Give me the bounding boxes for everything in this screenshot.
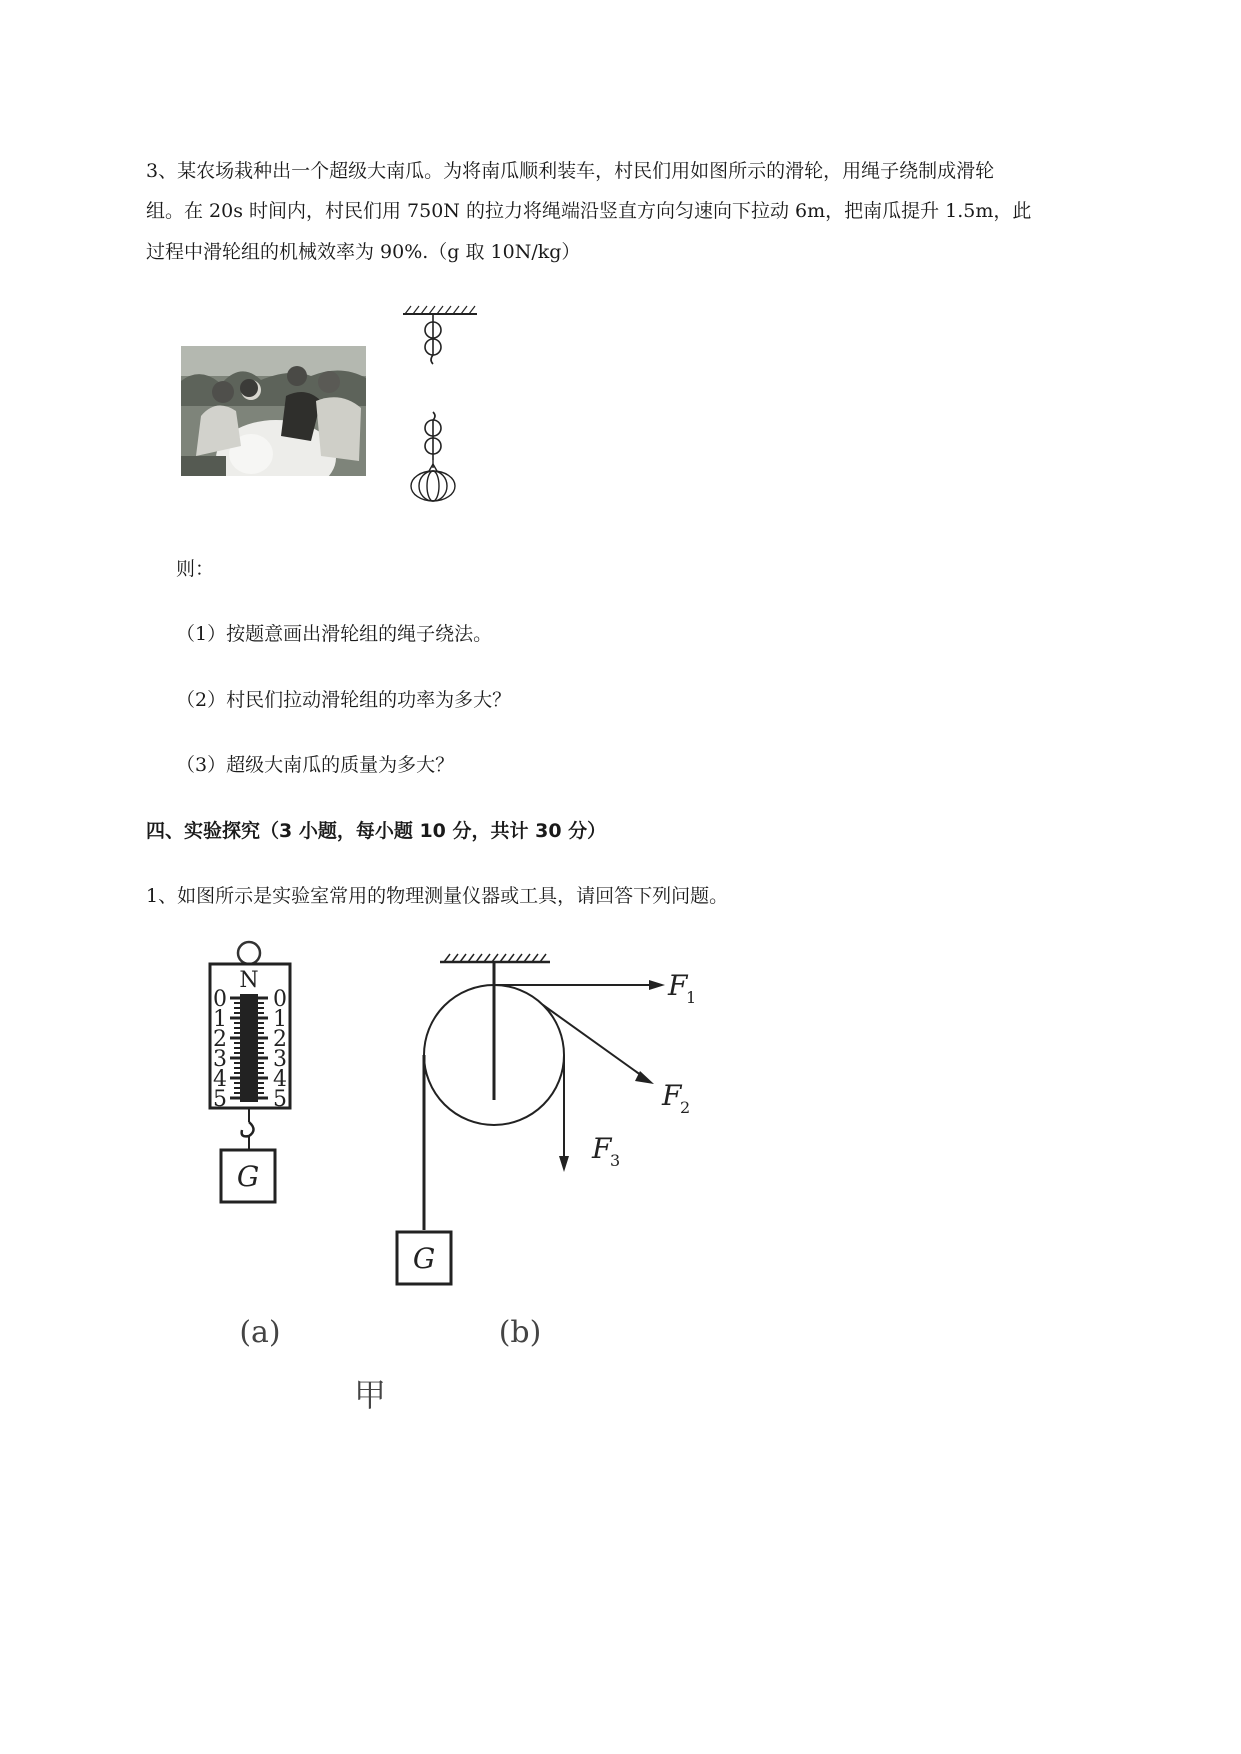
force-1-label: F [668, 969, 688, 1002]
section-4-question-1: 1、如图所示是实验室常用的物理测量仪器或工具，请回答下列问题。 [146, 885, 729, 907]
caption-b-wrap [480, 1310, 560, 1354]
scale-tick-label: 3 [273, 1047, 287, 1072]
problem-3-line-1: 3、某农场栽种出一个超级大南瓜。为将南瓜顺利装车，村民们用如图所示的滑轮，用绳子绕制成滑轮 [146, 160, 995, 182]
scale-tick-label: 4 [273, 1067, 287, 1092]
scale-ring [238, 942, 260, 964]
scale-labels-right [273, 987, 287, 1112]
weight-label-b: G [412, 1242, 436, 1275]
villagers-pumpkin-photo [181, 346, 366, 476]
force-3-label: F [592, 1132, 612, 1165]
scale-labels-left [213, 987, 227, 1112]
scale-tick-label: 1 [273, 1007, 287, 1032]
problem-3-line-3: 过程中滑轮组的机械效率为 90%.（g 取 10N/kg） [146, 241, 581, 263]
caption-b: (b) [498, 1315, 542, 1350]
weight-block-b-figure [393, 1228, 463, 1290]
scale-tick-label: 3 [213, 1047, 227, 1072]
scale-tick-label: 2 [273, 1027, 287, 1052]
problem-3-line-2: 组。在 20s 时间内，村民们用 750N 的拉力将绳端沿竖直方向匀速向下拉动 6m，把南瓜提升 1.5m，此 [146, 200, 1032, 222]
weight-label-a: G [236, 1160, 260, 1193]
pulley-system-figure [395, 300, 495, 515]
movable-pulley [425, 412, 441, 460]
section-4-heading: 四、实验探究（3 小题，每小题 10 分，共计 30 分） [146, 820, 607, 842]
caption-a-wrap [220, 1310, 300, 1354]
force-1-subscript: 1 [686, 988, 697, 1007]
scale-ticks [230, 998, 268, 1098]
question-3: （3）超级大南瓜的质量为多大？ [176, 754, 455, 776]
force-2-label: F [662, 1079, 682, 1112]
force-1-arrow [494, 980, 665, 990]
scale-tick-label: 2 [213, 1027, 227, 1052]
question-2: （2）村民们拉动滑轮组的功率为多大？ [176, 689, 512, 711]
pumpkin-drawing [411, 460, 455, 501]
scale-tick-label: 4 [213, 1067, 227, 1092]
ceiling-hatch [403, 306, 477, 314]
caption-a: (a) [239, 1315, 281, 1350]
fixed-pulley [425, 314, 441, 364]
question-1: （1）按题意画出滑轮组的绳子绕法。 [176, 623, 493, 645]
scale-tick-label: 5 [213, 1087, 227, 1112]
scale-unit-label: N [239, 968, 259, 993]
photo-illustration [181, 346, 366, 476]
ceiling-b [440, 954, 550, 962]
then-label: 则： [176, 558, 215, 580]
scale-tick-label: 0 [213, 987, 227, 1012]
caption-main: 甲 [353, 1376, 387, 1414]
scale-hook [242, 1122, 254, 1136]
force-3-subscript: 3 [610, 1151, 621, 1170]
caption-main-wrap [345, 1372, 395, 1416]
force-3-arrow [559, 1055, 569, 1172]
scale-tick-label: 5 [273, 1087, 287, 1112]
fixed-pulley-forces-figure [390, 950, 720, 1240]
scale-tick-label: 0 [273, 987, 287, 1012]
force-2-subscript: 2 [680, 1098, 691, 1117]
spring-scale-figure [200, 938, 310, 1298]
force-2-arrow [543, 1005, 654, 1084]
scale-tick-label: 1 [213, 1007, 227, 1032]
